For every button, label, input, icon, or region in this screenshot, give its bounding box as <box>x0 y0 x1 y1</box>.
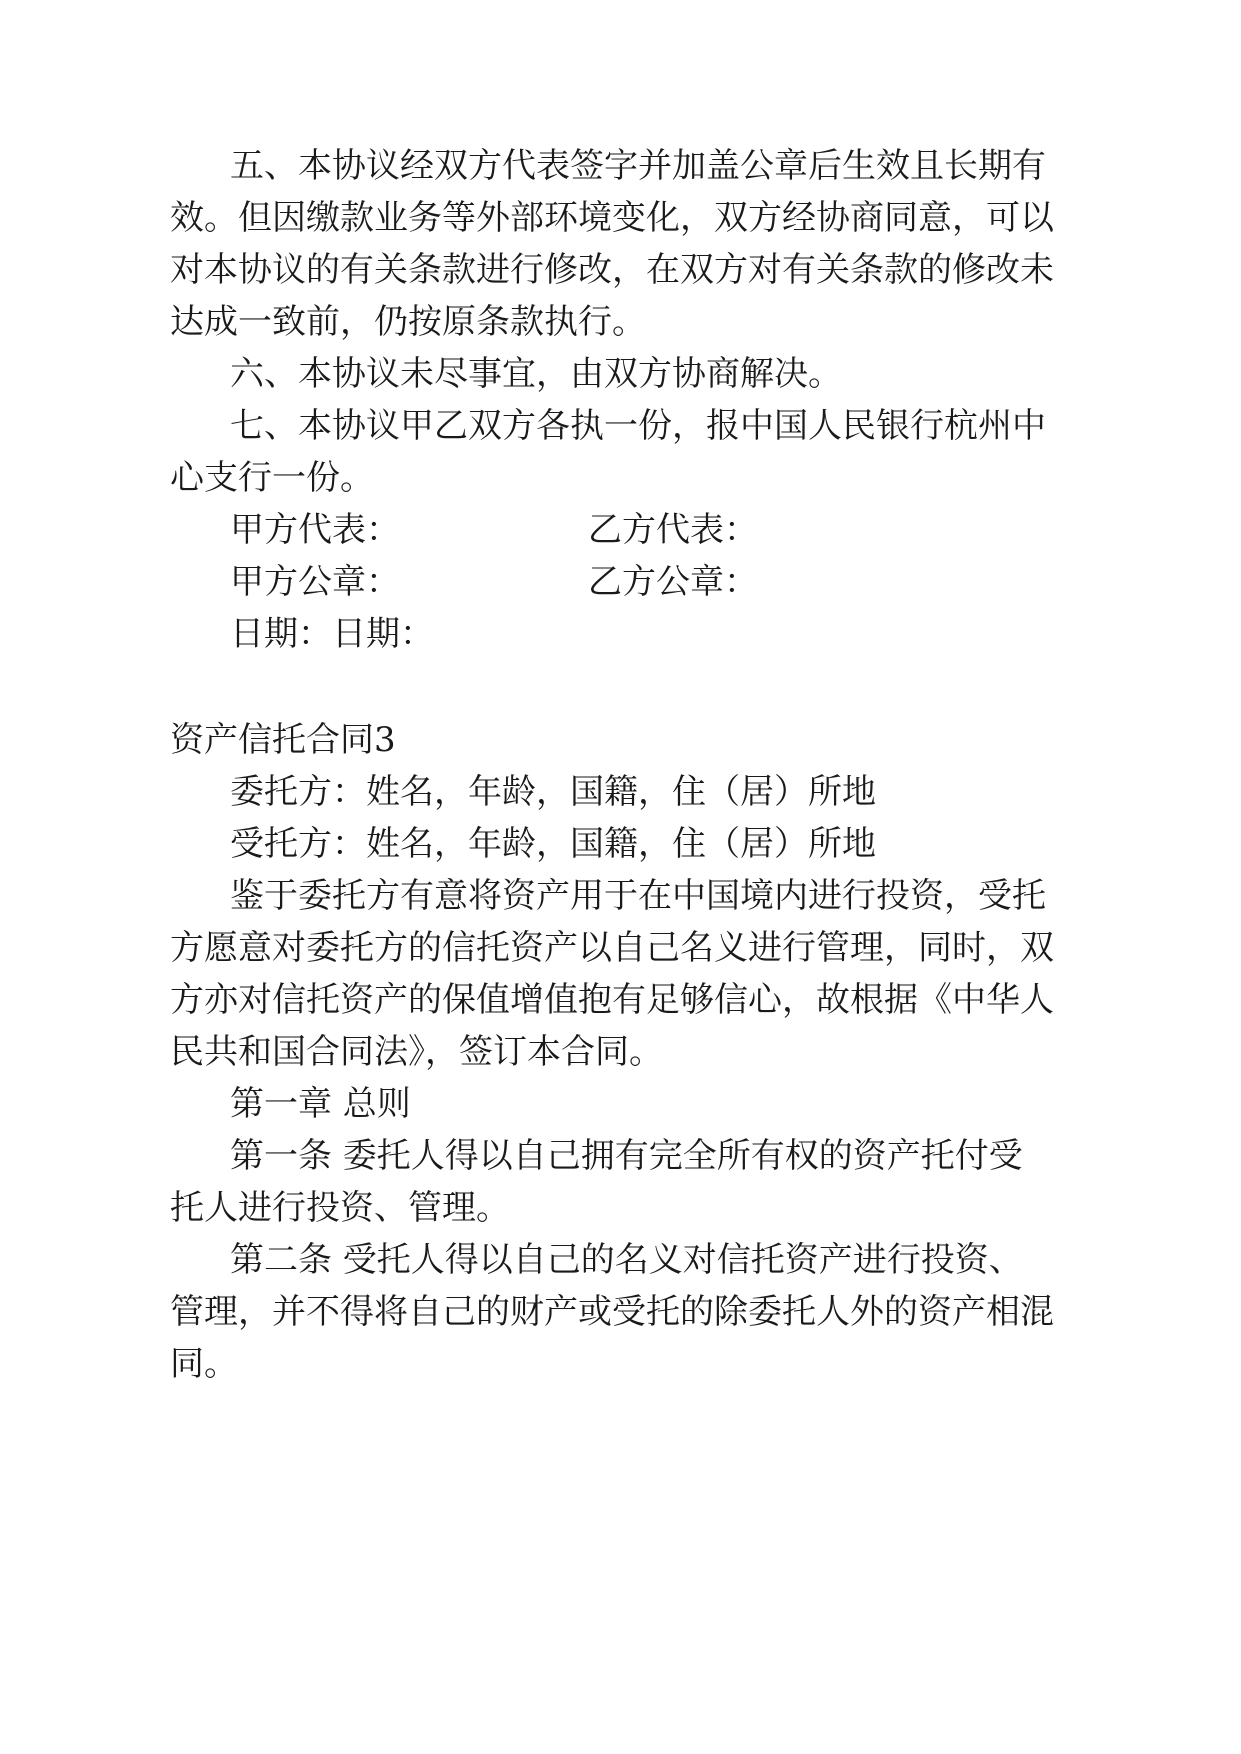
clause6-text: 六、本协议未尽事宜，由双方协商解决。 <box>230 354 842 394</box>
preamble-line-4: 民共和国合同法》，签订本合同。 <box>170 1032 663 1072</box>
clause7-line-2: 心支行一份。 <box>170 458 374 498</box>
preamble-line-3: 方亦对信托资产的保值增值抱有足够信心，故根据《中华人 <box>170 980 1054 1020</box>
party-b-representative-label: 乙方代表： <box>588 510 758 550</box>
clause5-line-1: 五、本协议经双方代表签字并加盖公章后生效且长期有 <box>230 146 1046 186</box>
preamble-line-1: 鉴于委托方有意将资产用于在中国境内进行投资，受托 <box>230 876 1046 916</box>
article-1-line-1: 第一条 委托人得以自己拥有完全所有权的资产托付受 <box>230 1136 1023 1176</box>
preamble-line-2: 方愿意对委托方的信托资产以自己名义进行管理，同时，双 <box>170 928 1054 968</box>
party-a-representative-label: 甲方代表： <box>230 510 400 550</box>
party-a-seal-label: 甲方公章： <box>230 562 400 602</box>
chapter-1-heading: 第一章 总则 <box>230 1084 411 1124</box>
article-2-line-2: 管理，并不得将自己的财产或受托的除委托人外的资产相混 <box>170 1292 1054 1332</box>
principal-party-line: 委托方：姓名，年龄，国籍，住（居）所地 <box>230 772 876 812</box>
trustee-party-line: 受托方：姓名，年龄，国籍，住（居）所地 <box>230 824 876 864</box>
article-1-line-2: 托人进行投资、管理。 <box>170 1188 510 1228</box>
article-2-line-1: 第二条 受托人得以自己的名义对信托资产进行投资、 <box>230 1240 1023 1280</box>
clause5-line-2: 效。但因缴款业务等外部环境变化，双方经协商同意，可以 <box>170 198 1054 238</box>
contract-title: 资产信托合同3 <box>170 720 396 760</box>
clause7-line-1: 七、本协议甲乙双方各执一份，报中国人民银行杭州中 <box>230 406 1046 446</box>
date-label: 日期：日期： <box>230 614 434 654</box>
clause5-line-4: 达成一致前，仍按原条款执行。 <box>170 302 646 342</box>
article-2-line-3: 同。 <box>170 1344 238 1384</box>
party-b-seal-label: 乙方公章： <box>588 562 758 602</box>
clause5-line-3: 对本协议的有关条款进行修改，在双方对有关条款的修改未 <box>170 250 1054 290</box>
